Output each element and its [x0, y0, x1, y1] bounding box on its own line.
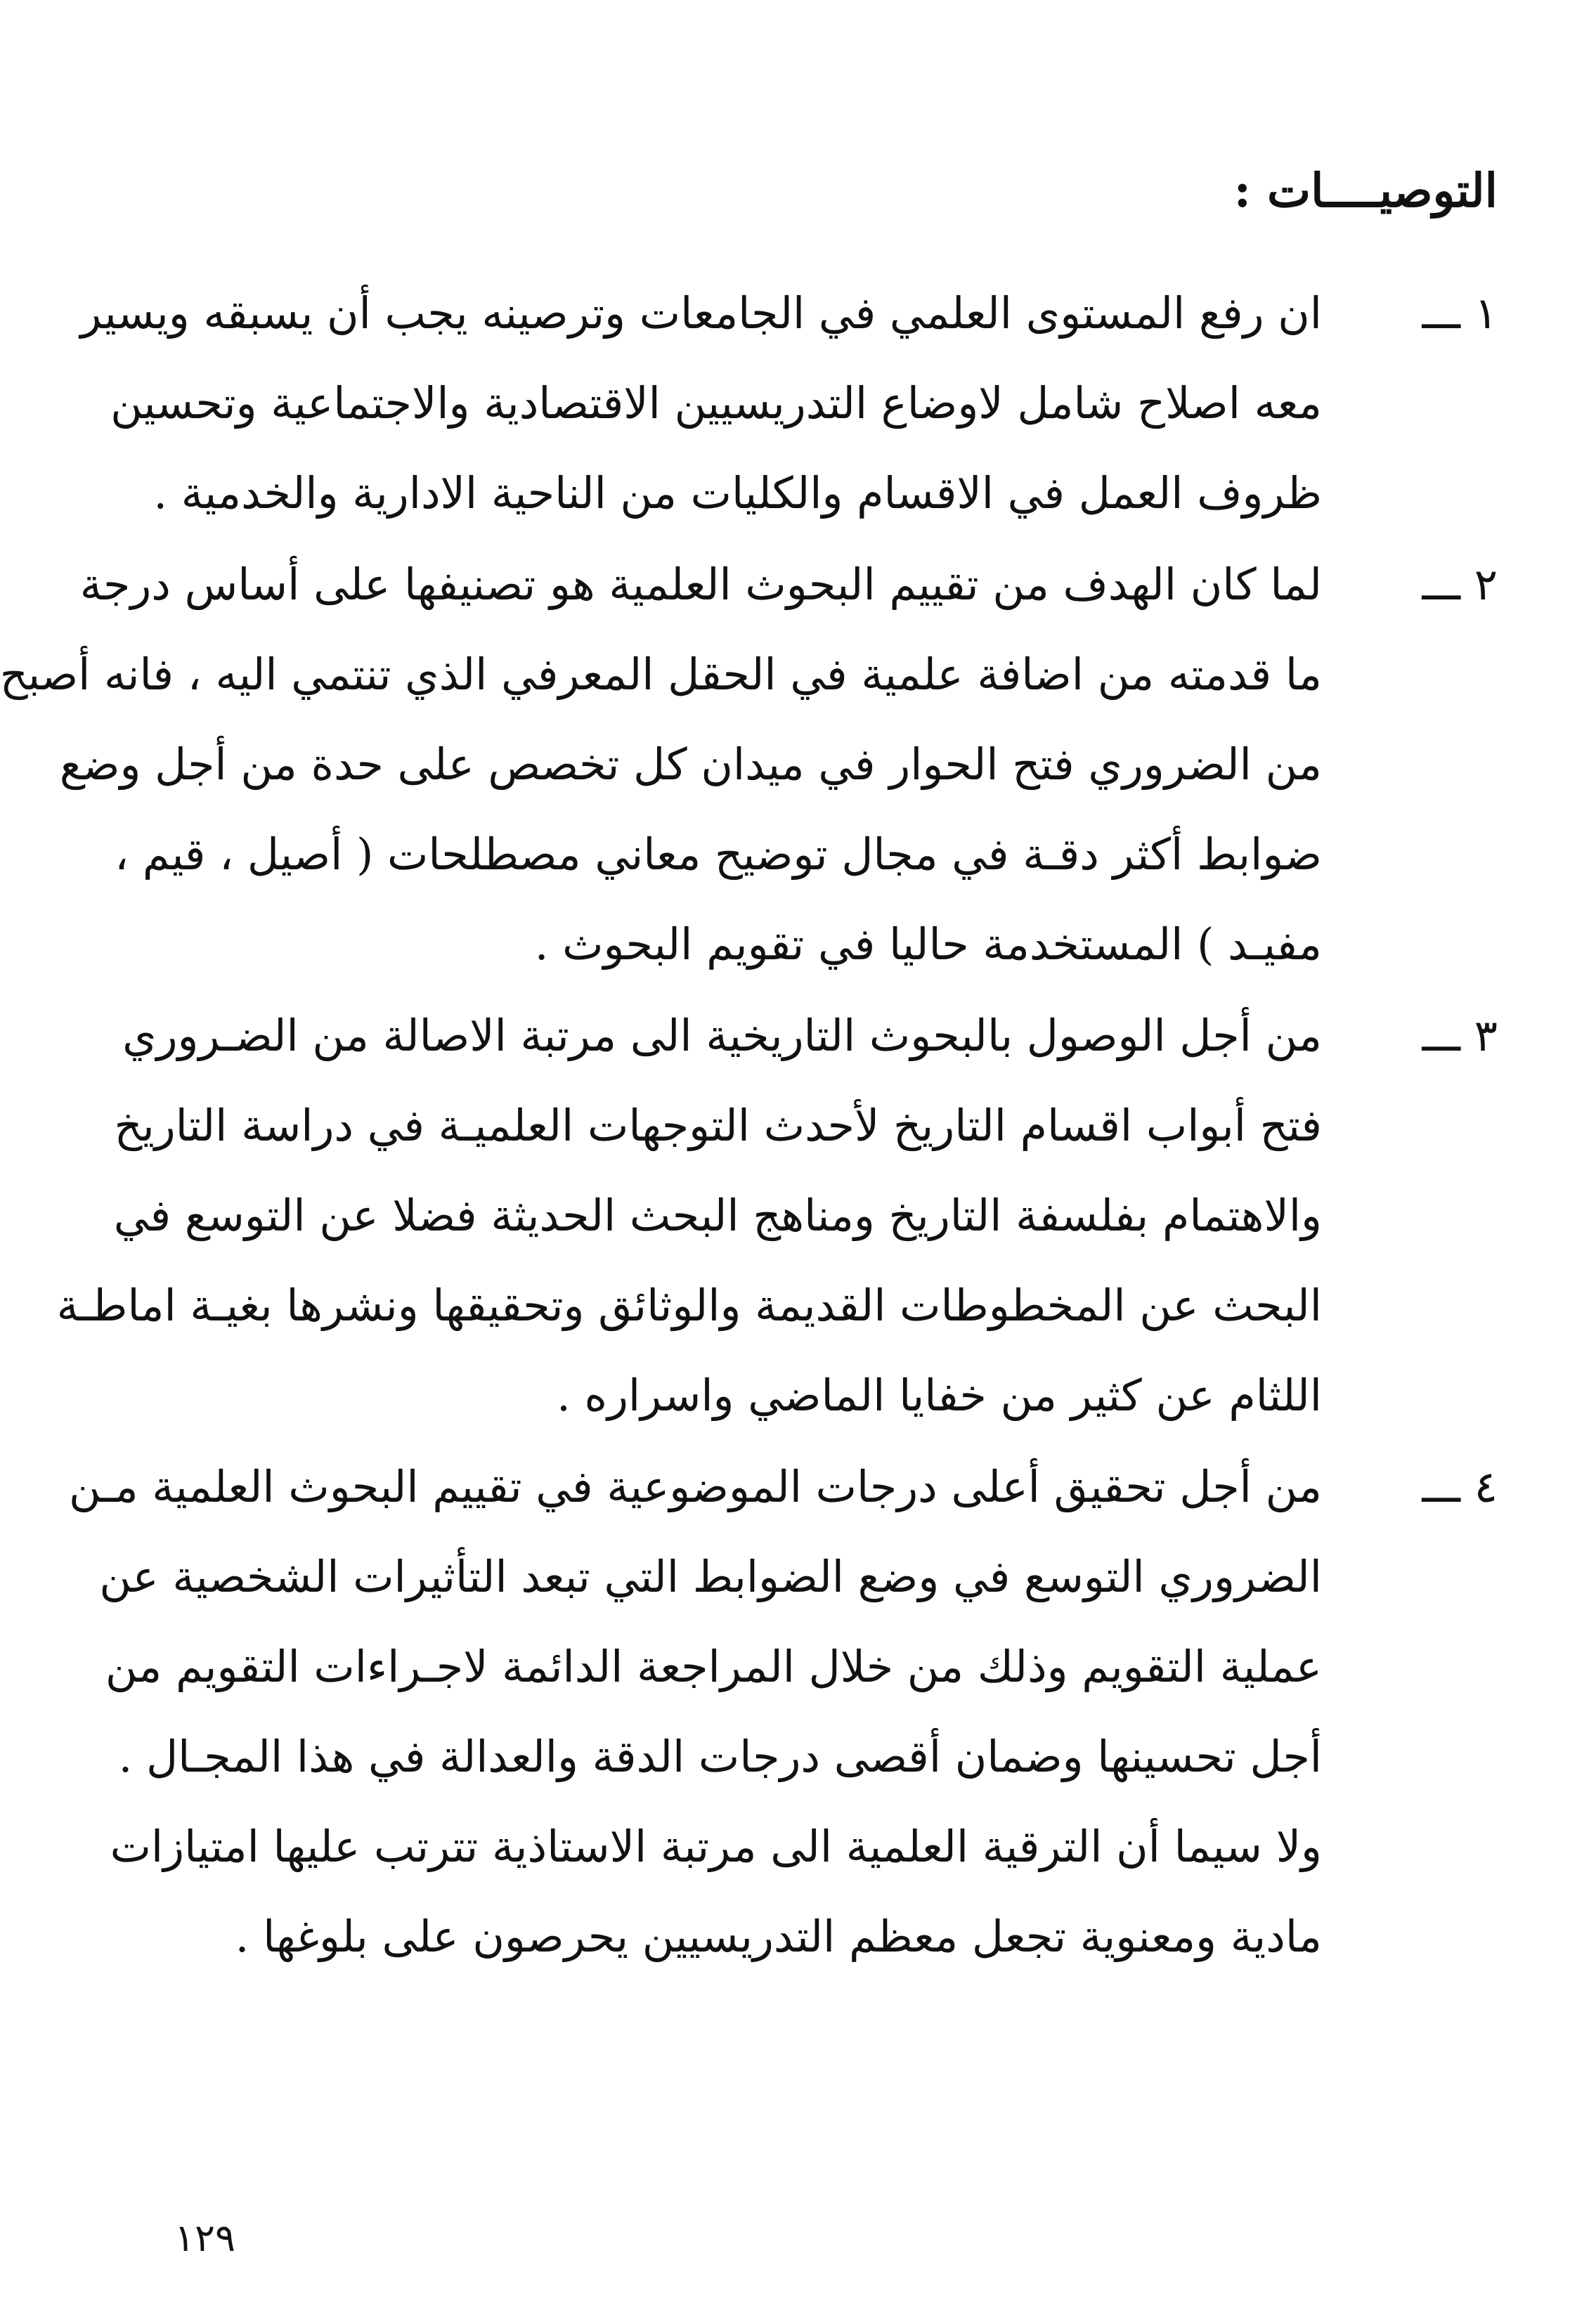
item-text-line: معه اصلاح شامل لاوضاع التدريسيين الاقتصادية والاجتماعية وتحسين: [110, 377, 1322, 429]
item-text-line: من الضروري فتح الحوار في ميدان كل تخصص على حدة من أجل وضع: [59, 739, 1322, 790]
recommendation-item-1: [80, 268, 1498, 538]
item-text-line: فتح أبواب اقسام التاريخ لأحدث التوجهات العلميـة في دراسة التاريخ: [114, 1100, 1322, 1151]
item-text-line: ضوابط أكثر دقـة في مجال توضيح معاني مصطلحات ( أصيل ، قيم ،: [115, 829, 1322, 880]
item-text-line: أجل تحسينها وضمان أقصى درجات الدقة والعدالة في هذا المجـال .: [118, 1731, 1322, 1782]
item-number: ٣ ـــ: [1422, 1010, 1498, 1061]
item-number: ٢ ـــ: [1422, 559, 1498, 610]
recommendations-list: [0, 268, 1498, 1982]
item-text-line: ولا سيما أن الترقية العلمية الى مرتبة الاستاذية تترتب عليها امتيازات: [110, 1821, 1322, 1872]
item-text-line: ما قدمته من اضافة علمية في الحقل المعرفي الذي تنتمي اليه ، فانه أصبح: [0, 649, 1322, 700]
item-text-line: ان رفع المستوى العلمي في الجامعات وترصينه يجب أن يسبقه ويسير: [80, 287, 1322, 339]
recommendation-item-3: [56, 991, 1498, 1441]
item-text-line: من أجل الوصول بالبحوث التاريخية الى مرتبة الاصالة من الضـروري: [122, 1010, 1322, 1061]
item-number: ١ ـــ: [1422, 287, 1498, 339]
item-text-line: الضروري التوسع في وضع الضوابط التي تبعد التأثيرات الشخصية عن: [99, 1551, 1322, 1602]
item-text-line: مادية ومعنوية تجعل معظم التدريسيين يحرصون على بلوغها .: [235, 1911, 1322, 1962]
item-text-line: ظروف العمل في الاقسام والكليات من الناحية الادارية والخدمية .: [153, 467, 1322, 519]
item-text-line: من أجل تحقيق أعلى درجات الموضوعية في تقييم البحوث العلمية مـن: [69, 1461, 1322, 1512]
item-text-line: البحث عن المخطوطات القديمة والوثائق وتحقيقها ونشرها بغيـة اماطـة: [56, 1280, 1322, 1331]
recommendation-item-2: [0, 540, 1498, 989]
item-text-line: عملية التقويم وذلك من خلال المراجعة الدائمة لاجـراءات التقويم من: [105, 1641, 1322, 1692]
item-text-line: لما كان الهدف من تقييم البحوث العلمية هو تصنيفها على أساس درجة: [79, 559, 1322, 610]
item-number: ٤ ـــ: [1422, 1461, 1498, 1512]
item-text-line: اللثام عن كثير من خفايا الماضي واسراره .: [557, 1370, 1322, 1421]
item-text-line: مفيـد ) المستخدمة حاليا في تقويم البحوث .: [534, 918, 1322, 970]
item-text-line: والاهتمام بفلسفة التاريخ ومناهج البحث الحديثة فضلا عن التوسع في: [113, 1190, 1322, 1241]
section-heading: التوصيــــات :: [1233, 163, 1498, 218]
recommendation-item-4: [69, 1442, 1498, 1982]
page-number: ١٢٩: [174, 2216, 236, 2260]
